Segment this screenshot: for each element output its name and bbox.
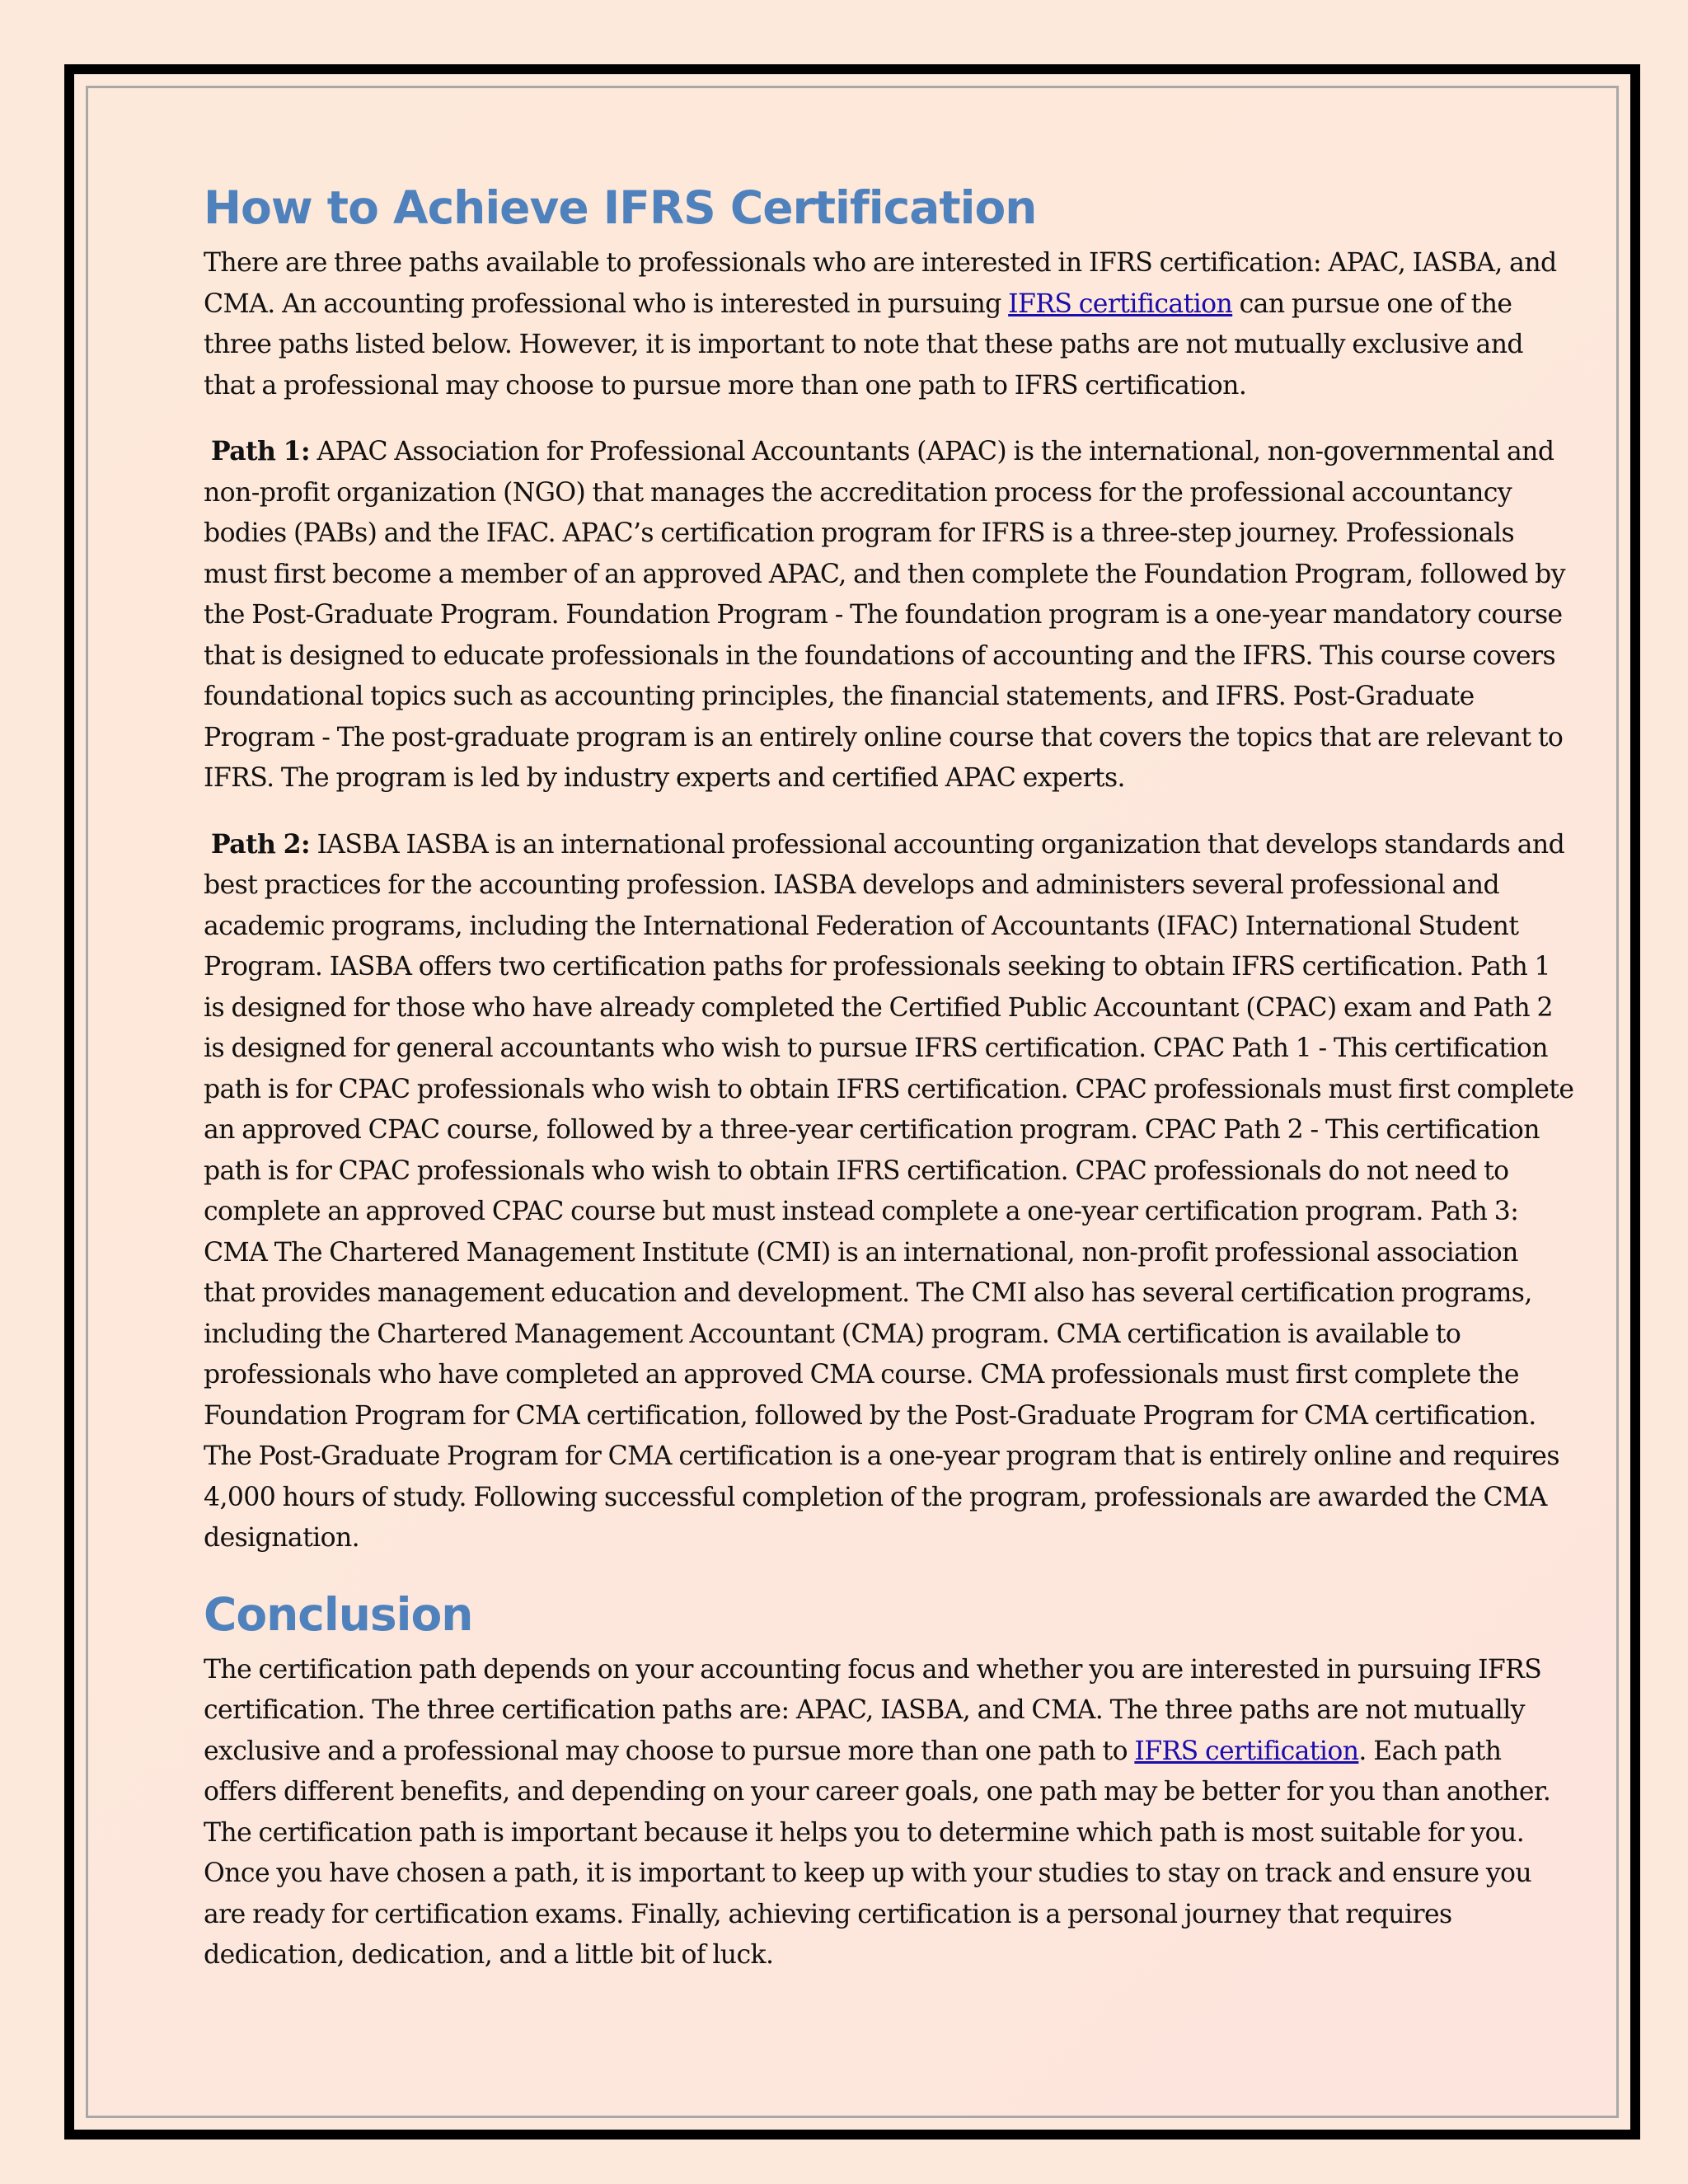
path2-paragraph — [204, 824, 1576, 1559]
intro-text-start: There are three paths available to professionals who are interested in IFRS certification: APAC, IASBA, and CMA. An accounting professional who is interested in pursuing — [204, 248, 1557, 319]
conclusion-ifrs-certification-link[interactable]: IFRS certification — [1134, 1736, 1359, 1766]
conclusion-text-start: The certification path depends on your accounting focus and whether you are interested in pursuing IFRS certification. The three certification paths are: APAC, IASBA, and CMA. The three paths are not mutually exclusive and a professional may choose to pursue more than one path to — [204, 1654, 1542, 1766]
page-title: How to Achieve IFRS Certification — [204, 181, 1037, 234]
page-border-inner — [86, 86, 1619, 2118]
conclusion-paragraph — [204, 1650, 1576, 1976]
document-body — [204, 179, 1576, 1976]
path2-text: IASBA IASBA is an international professional accounting organization that develops standards and best practices for the accounting profession. IASBA develops and administers several professional and academic programs, including the International Federation of Accountants (IFAC) International Student Program. IASBA offers two certification paths for professionals seeking to obtain IFRS certification. Path 1 is designed for those who have already completed the Certified Public Accountant (CPAC) exam and Path 2 is designed for general accountants who wish to pursue IFRS certification. CPAC Path 1 - This certification path is for CPAC professionals who wish to obtain IFRS certification. CPAC professionals must first complete an approved CPAC course, followed by a three-year certification program. CPAC Path 2 - This certification path is for CPAC professionals who wish to obtain IFRS certification. CPAC professionals do not need to complete an approved CPAC course but must instead complete a one-year certification program. Path 3: CMA The Chartered Management Institute (CMI) is an international, non-profit professional association that provides management education and development. The CMI also has several certification programs, including the Chartered Management Accountant (CMA) program. CMA certification is available to professionals who have completed an approved CMA course. CMA professionals must first complete the Foundation Program for CMA certification, followed by the Post-Graduate Program for CMA certification. The Post-Graduate Program for CMA certification is a one-year program that is entirely online and requires 4,000 hours of study. Following successful completion of the program, professionals are awarded the CMA designation. — [204, 829, 1574, 1553]
intro-text-end: can pursue one of the three paths listed below. However, it is important to note that these paths are not mutually exclusive and that a professional may choose to pursue more than one path to IFRS certification. — [204, 288, 1523, 401]
ifrs-certification-link[interactable]: IFRS certification — [1008, 288, 1233, 319]
conclusion-text-end: . Each path offers different benefits, and depending on your career goals, one path may be better for you than another. The certification path is important because it helps you to determine which path is most suitable for you. Once you have chosen a path, it is important to keep up with your studies to stay on track and ensure you are ready for certification exams. Finally, achieving certification is a personal journey that requires dedication, dedication, and a little bit of luck. — [204, 1736, 1551, 1970]
path1-paragraph — [204, 431, 1576, 799]
conclusion-heading: Conclusion — [204, 1587, 473, 1641]
page-border-outer — [64, 64, 1640, 2139]
intro-paragraph — [204, 243, 1576, 406]
path2-label: Path 2: — [211, 828, 311, 860]
path1-text: APAC Association for Professional Accountants (APAC) is the international, non-governmental and non-profit organization (NGO) that manages the accreditation process for the professional accountancy bodies (PABs) and the IFAC. APAC’s certification program for IFRS is a three-step journey. Professionals must first become a member of an approved APAC, and then complete the Foundation Program, followed by the Post-Graduate Program. Foundation Program - The foundation program is a one-year mandatory course that is designed to educate professionals in the foundations of accounting and the IFRS. This course covers foundational topics such as accounting principles, the financial statements, and IFRS. Post-Graduate Program - The post-graduate program is an entirely online course that covers the topics that are relevant to IFRS. The program is led by industry experts and certified APAC experts. — [204, 437, 1565, 793]
path1-label: Path 1: — [211, 436, 311, 466]
